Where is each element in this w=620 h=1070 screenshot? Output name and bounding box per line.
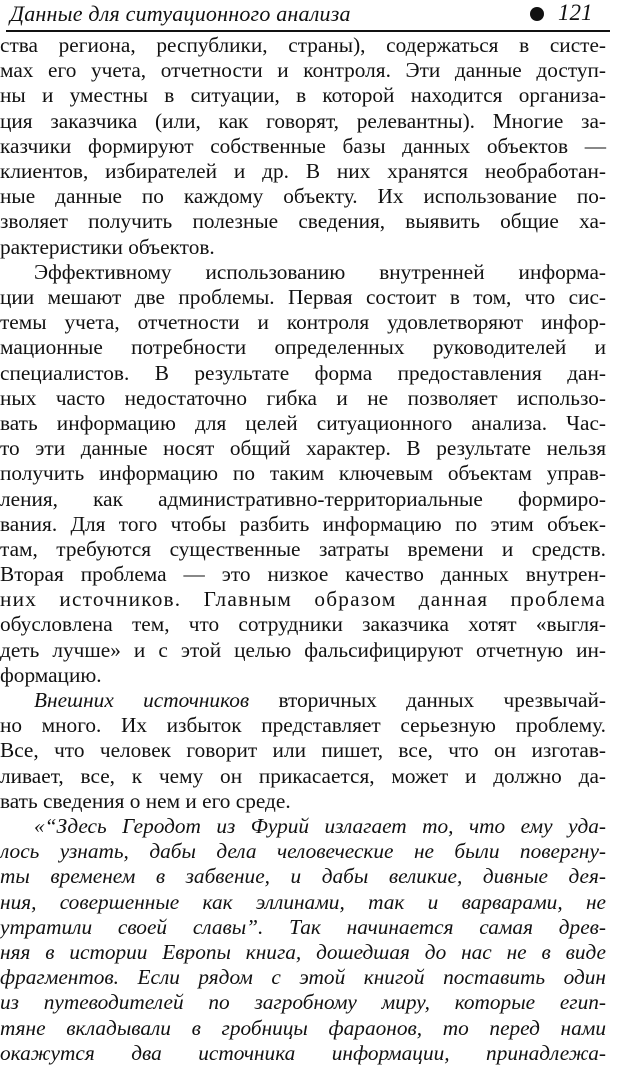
text-line: Все, что человек говорит или пишет, все, что он изготав- [0, 738, 606, 763]
text-line: них источников. Главным образом данная проблема [0, 587, 606, 612]
paragraph-first-line: Эффективному использованию внутренней информа- [34, 259, 606, 284]
quote-line: ты временем в забвение, и дабы великие, дивные дея- [0, 864, 606, 889]
quote-line: няя в истории Европы книга, дошедшая до нас не в виде [0, 940, 606, 965]
text-line: ные данные по каждому объекту. Их использование по- [0, 184, 606, 209]
quote-first-line: «“Здесь Геродот из Фурий излагает то, что ему уда- [34, 814, 606, 839]
paragraph-first-line [34, 688, 606, 713]
emphasized-term: Внешних источников [34, 688, 250, 713]
text-line: ция заказчика (или, как говорят, релевантны). Многие за- [0, 108, 606, 133]
text-line: темы учета, отчетности и контроля удовлетворяют инфор- [0, 310, 606, 335]
quote-line: утратили своей славы”. Так начинается самая древ- [0, 914, 606, 939]
text-line: получить информацию по таким ключевым объектам управ- [0, 461, 606, 486]
text-line: Вторая проблема — это низкое качество данных внутрен- [0, 562, 606, 587]
text-line: вать сведения о нем и его среде. [0, 788, 291, 813]
text-line: ства региона, республики, страны), содержаться в систе- [0, 33, 606, 57]
text-line: вания. Для того чтобы разбить информацию по этим объек- [0, 511, 606, 536]
text-line: ления, как административно-территориальные формиро- [0, 486, 606, 511]
text-line: мационные потребности определенных руководителей и [0, 335, 606, 360]
text-line: зволяет получить полезные сведения, выявить общие ха- [0, 209, 606, 234]
text-line: ции мешают две проблемы. Первая состоит в том, что сис- [0, 284, 606, 309]
text-line: но много. Их избыток представляет серьезную проблему. [0, 713, 606, 738]
text-line: формацию. [0, 662, 102, 687]
page-number: 121 [558, 0, 593, 25]
text-line: ливает, все, к чему он прикасается, может и должно да- [0, 763, 606, 788]
text-line: мах его учета, отчетности и контроля. Эти данные доступ- [0, 58, 606, 83]
body-text [0, 33, 620, 1070]
quote-line: окажутся два источника информации, принадлежа- [0, 1040, 606, 1065]
quote-line: лось узнать, дабы дела человеческие не были повергну- [0, 839, 606, 864]
text-line: клиентов, избирателей и др. В них хранятся необработан- [0, 158, 606, 183]
running-header-title: Данные для ситуационного анализа [10, 1, 351, 26]
bullet-icon [530, 7, 544, 21]
quote-line: ния, совершенные как эллинами, так и варварами, не [0, 889, 606, 914]
text-line: специалистов. В результате форма предоставления дан- [0, 360, 606, 385]
quote-line: тяне вкладывали в гробницы фараонов, то перед нами [0, 1015, 606, 1040]
quote-line: фрагментов. Если рядом с этой книгой поставить один [0, 965, 606, 990]
text-line: там, требуются существенные затраты времени и средств. [0, 536, 606, 561]
text-line: обусловлена тем, что сотрудники заказчика хотят «выгля- [0, 612, 606, 637]
text-line: рактеристики объектов. [0, 234, 215, 259]
text-run: вторичных данных чрезвычай- [249, 688, 606, 713]
text-line: то эти данные носят общий характер. В результате нельзя [0, 436, 606, 461]
quote-line: из путеводителей по загробному миру, которые егип- [0, 990, 606, 1015]
running-header [6, 0, 610, 32]
text-line: казчики формируют собственные базы данных объектов — [0, 133, 606, 158]
text-line: ных часто недостаточно гибка и не позволяет использо- [0, 385, 606, 410]
text-line: ны и уместны в ситуации, в которой находится организа- [0, 83, 606, 108]
text-line: деть лучше» и с этой целью фальсифицируют отчетную ин- [0, 637, 606, 662]
text-line: вать информацию для целей ситуационного анализа. Час- [0, 410, 606, 435]
